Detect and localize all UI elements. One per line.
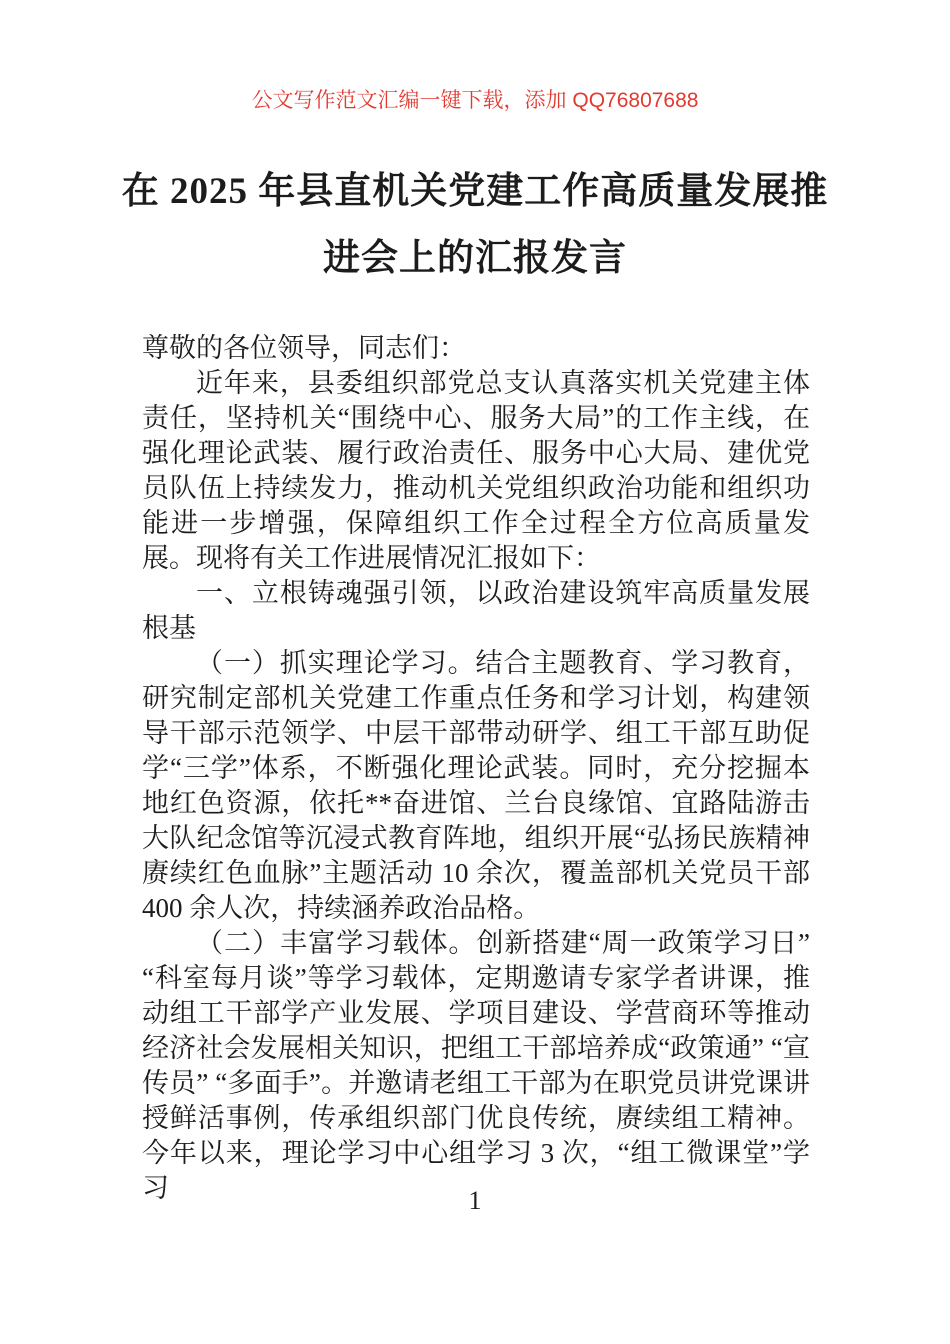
paragraph-section-1-1: （一）抓实理论学习。结合主题教育、学习教育，研究制定部机关党建工作重点任务和学习计划，构建领导干部示范领学、中层干部带动研学、组工干部互助促学“三学”体系，不断强化理论武装。同时，充分挖掘本地红色资源，依托**奋进馆、兰台良缘馆、宜路陆游击大队纪念馆等沉浸式教育阵地，组织开展“弘扬民族精神赓续红色血脉”主题活动 10 余次，覆盖部机关党员干部 400 余人次，持续涵养政治品格。 [142, 648, 810, 923]
salutation: 尊敬的各位领导，同志们： [142, 333, 466, 363]
document-title [100, 158, 850, 292]
paragraph-overview: 近年来，县委组织部党总支认真落实机关党建主体责任，坚持机关“围绕中心、服务大局”的工作主线，在强化理论武装、履行政治责任、服务中心大局、建优党员队伍上持续发力，推动机关党组织政治功能和组织功能进一步增强，保障组织工作全过程全方位高质量发展。现将有关工作进展情况汇报如下： [142, 368, 810, 573]
title-line-2: 进会上的汇报发言 [323, 238, 627, 279]
paragraph-section-1-2: （二）丰富学习载体。创新搭建“周一政策学习日” “科室每月谈”等学习载体，定期邀请专家学者讲课，推动组工干部学产业发展、学项目建设、学营商环等推动经济社会发展相关知识，把组工干部培养成“政策通” “宣传员” “多面手”。并邀请老组工干部为在职党员讲党课讲授鲜活事例，传承组织部门优良传统，赓续组工精神。今年以来，理论学习中心组学习 3 次，“组工微课堂”学习 [142, 928, 810, 1203]
document-body [142, 331, 810, 1206]
promo-banner: 公文写作范文汇编一键下载，添加 QQ76807688 [251, 89, 699, 112]
section-heading-1: 一、立根铸魂强引领，以政治建设筑牢高质量发展根基 [142, 578, 810, 643]
page-number: 1 [468, 1186, 482, 1215]
title-line-1: 在 2025 年县直机关党建工作高质量发展推 [121, 171, 829, 212]
